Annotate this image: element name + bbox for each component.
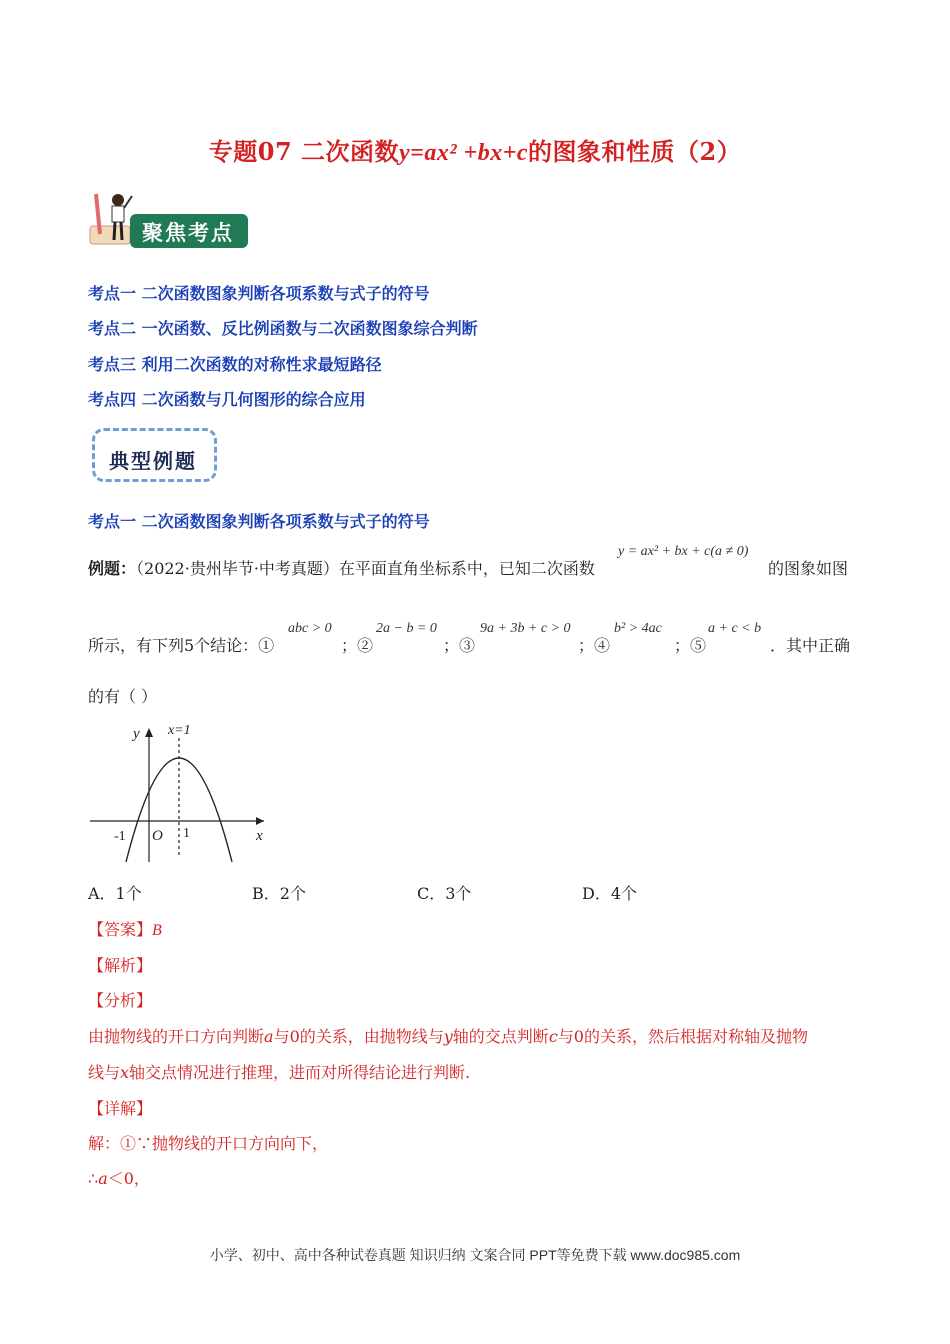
footer-text: 小学、初中、高中各种试卷真题 知识归纳 文案合同 PPT等免费下载 www.doc985.com xyxy=(209,1247,741,1263)
conclusion-3: 9a + 3b + c > 0 xyxy=(480,621,571,636)
kaodian-item-3: 考点三 利用二次函数的对称性求最短路径 xyxy=(88,355,382,374)
xiangjie-label: 【详解】 xyxy=(88,1099,153,1118)
focus-banner xyxy=(88,188,248,250)
tick-label-1: 1 xyxy=(183,826,190,841)
example-banner-label: 典型例题 xyxy=(109,449,197,473)
solution-line-2: ∴a＜0， xyxy=(88,1169,150,1188)
origin-label: O xyxy=(152,828,163,844)
choice-a: A．1个 xyxy=(88,884,142,903)
conclusion-2: 2a − b = 0 xyxy=(376,621,437,636)
solution-line-1: 解：①∵抛物线的开口方向向下， xyxy=(88,1134,329,1153)
x-axis-label: x xyxy=(256,828,263,844)
choice-d: D．4个 xyxy=(582,884,638,903)
tick-label-neg1: -1 xyxy=(114,829,126,844)
kaodian-item-2: 考点二 一次函数、反比例函数与二次函数图象综合判断 xyxy=(88,319,478,338)
conclusion-5: a + c < b xyxy=(708,621,762,636)
student-figure-icon xyxy=(88,188,136,250)
fenxi-label: 【分析】 xyxy=(88,991,153,1010)
page-title: 专题07 二次函数y=ax² +bx+c的图象和性质（2） xyxy=(208,137,742,166)
focus-banner-bar xyxy=(130,214,248,248)
example-line-1: 例题：（2022·贵州毕节·中考真题）在平面直角坐标系中，已知二次函数 xyxy=(88,559,595,578)
parabola-graph xyxy=(86,716,276,864)
conclusion-4: b² > 4ac xyxy=(614,621,662,636)
choice-c: C．3个 xyxy=(417,884,472,903)
example-line-3: 的有（ ） xyxy=(88,687,158,706)
focus-banner-label: 聚焦考点 xyxy=(142,220,234,245)
y-axis-label: y xyxy=(133,726,140,742)
x-axis-arrow-icon xyxy=(256,817,264,825)
section-heading: 考点一 二次函数图象判断各项系数与式子的符号 xyxy=(88,512,430,531)
example-banner xyxy=(92,428,217,482)
conclusion-1: abc > 0 xyxy=(288,621,332,636)
symmetry-axis-label: x=1 xyxy=(168,723,191,738)
choice-b: B．2个 xyxy=(252,884,306,903)
fenxi-text-line-2: 线与x轴交点情况进行推理，进而对所得结论进行判断. xyxy=(88,1063,471,1082)
kaodian-item-1: 考点一 二次函数图象判断各项系数与式子的符号 xyxy=(88,284,430,303)
kaodian-item-4: 考点四 二次函数与几何图形的综合应用 xyxy=(88,390,366,409)
function-formula: y = ax² + bx + c(a ≠ 0) xyxy=(618,544,749,559)
jiexi-label: 【解析】 xyxy=(88,956,153,975)
y-axis-arrow-icon xyxy=(145,728,153,737)
fenxi-text-line-1: 由抛物线的开口方向判断a与0的关系，由抛物线与y轴的交点判断c与0的关系，然后根据对称轴及抛物 xyxy=(88,1027,808,1046)
answer: 【答案】B xyxy=(88,920,162,939)
